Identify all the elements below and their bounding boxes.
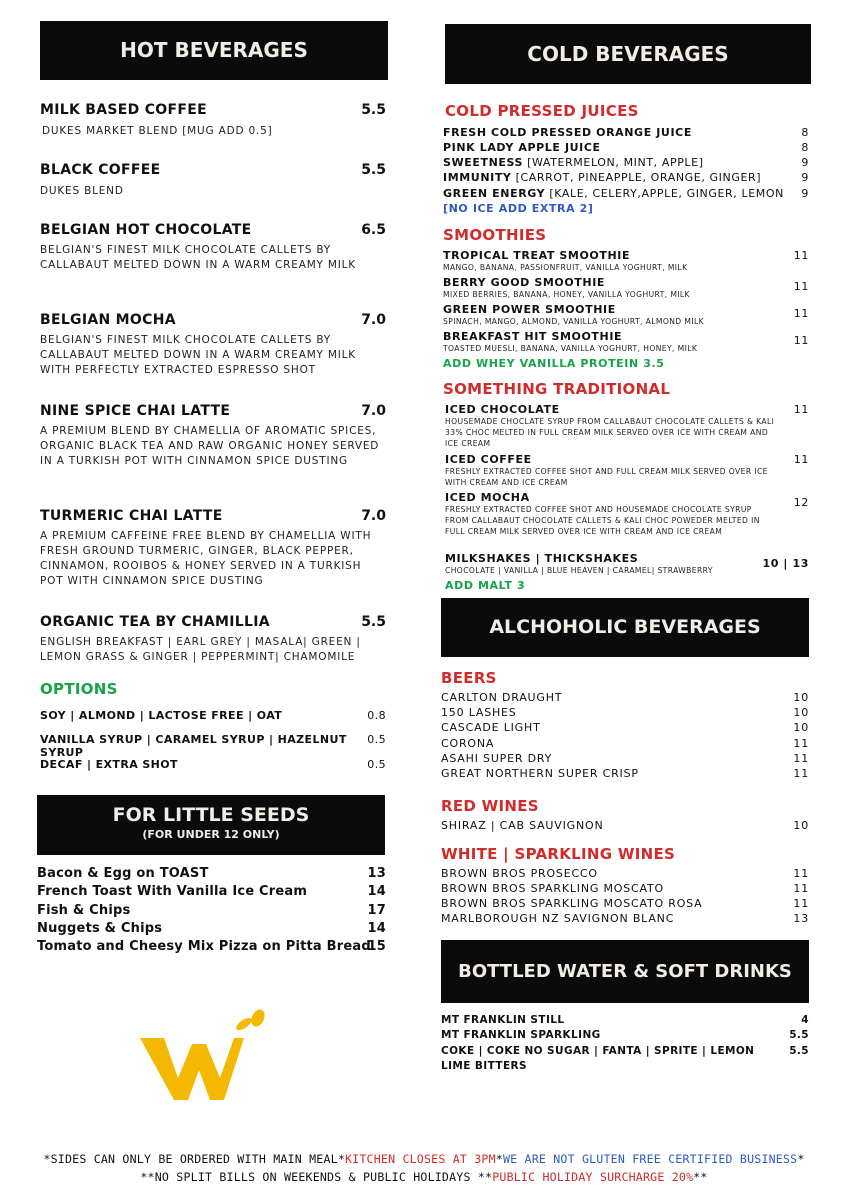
- juice-price: 9: [801, 156, 809, 169]
- smoothies-title: SMOOTHIES: [443, 226, 547, 244]
- beer-row: [441, 706, 809, 719]
- white-wine-price: 13: [793, 912, 809, 925]
- hot-item-desc: BELGIAN'S FINEST MILK CHOCOLATE CALLETS BY CALLABAUT MELTED DOWN IN A WARM CREAMY MILK: [40, 244, 356, 271]
- juice-price: 9: [801, 187, 809, 200]
- traditional-price: 12: [793, 496, 809, 509]
- hot-item: [40, 508, 388, 589]
- red-wine-row: [441, 819, 809, 832]
- white-wine-price: 11: [793, 882, 809, 895]
- soft-drink-price: 5.5: [789, 1029, 809, 1041]
- juice-row: [443, 126, 809, 139]
- footer-line-1: [0, 1152, 848, 1166]
- beer-price: 11: [793, 767, 809, 780]
- juice-price: 8: [801, 141, 809, 154]
- juice-row: [443, 141, 809, 154]
- juice-row: [443, 171, 809, 184]
- smoothie-desc: MANGO, BANANA, PASSIONFRUIT, VANILLA YOGHURT, MILK: [443, 263, 688, 272]
- footer-line-2: [0, 1170, 848, 1184]
- alcohol-title: ALCHOHOLIC BEVERAGES: [489, 616, 761, 638]
- hot-item: [40, 102, 388, 139]
- hot-item-desc: BELGIAN'S FINEST MILK CHOCOLATE CALLETS BY CALLABAUT MELTED DOWN IN A WARM CREAMY MILK WITH PERFECTLY EXTRACTED ESPRESSO SHOT: [40, 334, 356, 376]
- option-row: [40, 733, 386, 759]
- juice-row: [443, 156, 809, 169]
- juice-price: 9: [801, 171, 809, 184]
- juice-detail: [KALE, CELERY,APPLE, GINGER, LEMON: [545, 187, 784, 200]
- soft-drink-name: MT FRANKLIN STILL: [441, 1014, 565, 1026]
- smoothie-price: 11: [793, 307, 809, 320]
- beers-title: BEERS: [441, 669, 497, 687]
- hot-item-desc: A PREMIUM CAFFEINE FREE BLEND BY CHAMELLIA WITH FRESH GROUND TURMERIC, GINGER, BLACK PEPPER, CINNAMON, ROOIBOS & HONEY SERVED IN A TURKISH POT WITH CINNAMON SPICE DUSTING: [40, 530, 372, 587]
- kids-item-name: French Toast With Vanilla Ice Cream: [37, 884, 308, 899]
- beer-name: CASCADE LIGHT: [441, 721, 541, 734]
- w-leaf-logo-icon: [140, 1008, 270, 1103]
- hot-item-price: 5.5: [361, 162, 386, 178]
- beer-name: 150 LASHES: [441, 706, 517, 719]
- soft-drink-price: 4: [801, 1014, 809, 1026]
- option-price: 0.8: [367, 709, 386, 722]
- hot-item: [40, 222, 388, 273]
- smoothie-row: [443, 249, 809, 273]
- white-wine-price: 11: [793, 897, 809, 910]
- red-wines-title: RED WINES: [441, 797, 539, 815]
- option-name: SOY | ALMOND | LACTOSE FREE | OAT: [40, 709, 283, 722]
- juice-name: GREEN ENERGY: [443, 187, 546, 200]
- kids-item-name: Tomato and Cheesy Mix Pizza on Pitta Bread: [37, 939, 371, 954]
- hot-item-price: 5.5: [361, 102, 386, 118]
- traditional-price: 10 | 13: [762, 557, 809, 570]
- white-wine-row: [441, 912, 809, 925]
- hot-item-name: NINE SPICE CHAI LATTE: [40, 403, 231, 419]
- juices-title: COLD PRESSED JUICES: [445, 102, 639, 120]
- traditional-price: 11: [793, 403, 809, 416]
- hot-item: [40, 403, 388, 469]
- traditional-row: [445, 453, 809, 488]
- soft-drink-row: [441, 1044, 809, 1074]
- cold-beverages-banner: [445, 24, 811, 84]
- hot-item-name: BELGIAN MOCHA: [40, 312, 176, 328]
- kids-item: [37, 903, 386, 918]
- traditional-desc: FRESHLY EXTRACTED COFFEE SHOT AND HOUSEMADE CHOCOLATE SYRUP FROM CALLABAUT CHOCOLATE CALLETS & KALI CHOC POWEDER MELTED IN FULL CREAM MILK SERVED OVER ICE WITH CREAM AND ICE CREAM: [445, 505, 760, 536]
- beer-row: [441, 691, 809, 704]
- kids-item-price: 17: [367, 903, 386, 918]
- alcohol-banner: [441, 598, 809, 657]
- smoothie-row: [443, 276, 809, 300]
- kids-item: [37, 939, 386, 954]
- hot-item-price: 6.5: [361, 222, 386, 238]
- white-wines-title: WHITE | SPARKLING WINES: [441, 845, 676, 863]
- soft-drinks-title: BOTTLED WATER & SOFT DRINKS: [458, 961, 792, 982]
- beer-name: ASAHI SUPER DRY: [441, 752, 553, 765]
- hot-item-name: TURMERIC CHAI LATTE: [40, 508, 223, 524]
- traditional-row: [445, 552, 809, 576]
- footer-separator: **: [693, 1170, 708, 1184]
- footer-surcharge: PUBLIC HOLIDAY SURCHARGE 20%: [492, 1170, 694, 1184]
- hot-item-price: 7.0: [361, 312, 386, 328]
- kids-subtitle: (FOR UNDER 12 ONLY): [142, 828, 280, 841]
- traditional-row: [445, 403, 809, 449]
- option-price: 0.5: [367, 758, 386, 771]
- beer-price: 10: [793, 706, 809, 719]
- footer-separator: *: [797, 1152, 805, 1166]
- kids-item-name: Nuggets & Chips: [37, 921, 163, 936]
- footer-separator: *: [495, 1152, 503, 1166]
- kids-item: [37, 866, 386, 881]
- soft-drink-name: COKE | COKE NO SUGAR | FANTA | SPRITE | LEMON LIME BITTERS: [441, 1045, 755, 1072]
- footer-kitchen-closes: KITCHEN CLOSES AT 3PM: [345, 1152, 496, 1166]
- hot-item: [40, 312, 388, 378]
- beer-row: [441, 721, 809, 734]
- traditional-name: ICED CHOCOLATE: [445, 403, 560, 416]
- smoothie-desc: MIXED BERRIES, BANANA, HONEY, VANILLA YOGHURT, MILK: [443, 290, 690, 299]
- beer-name: CORONA: [441, 737, 495, 750]
- juice-name: SWEETNESS: [443, 156, 524, 169]
- traditional-desc: CHOCOLATE | VANILLA | BLUE HEAVEN | CARAMEL| STRAWBERRY: [445, 566, 713, 575]
- hot-item-name: MILK BASED COFFEE: [40, 102, 207, 118]
- beer-row: [441, 737, 809, 750]
- white-wine-row: [441, 882, 809, 895]
- soft-drink-row: [441, 1014, 809, 1026]
- soft-drink-name: MT FRANKLIN SPARKLING: [441, 1029, 601, 1041]
- footer-split-bills-note: **NO SPLIT BILLS ON WEEKENDS & PUBLIC HOLIDAYS **: [140, 1170, 493, 1184]
- kids-item-name: Fish & Chips: [37, 903, 131, 918]
- beer-row: [441, 767, 809, 780]
- juice-detail: [WATERMELON, MINT, APPLE]: [523, 156, 704, 169]
- hot-item-name: BELGIAN HOT CHOCOLATE: [40, 222, 252, 238]
- hot-item-desc: A PREMIUM BLEND BY CHAMELLIA OF AROMATIC SPICES, ORGANIC BLACK TEA AND RAW ORGANIC HONEY SERVED IN A TURKISH POT WITH CINNAMON SPICE DUSTING: [40, 425, 380, 467]
- juice-detail: [CARROT, PINEAPPLE, ORANGE, GINGER]: [511, 171, 762, 184]
- logo-leaf-1: [234, 1016, 253, 1033]
- kids-item-price: 14: [367, 884, 386, 899]
- juice-name: IMMUNITY: [443, 171, 512, 184]
- beer-price: 10: [793, 721, 809, 734]
- white-wine-row: [441, 897, 809, 910]
- juice-name: PINK LADY APPLE JUICE: [443, 141, 601, 154]
- traditional-desc: HOUSEMADE CHOCLATE SYRUP FROM CALLABAUT CHOCOLATE CALLETS & KALI 33% CHOC MELTED IN FULL CREAM MILK SERVED OVER ICE WITH CREAM AND ICE CREAM: [445, 417, 775, 448]
- option-price: 0.5: [367, 733, 386, 746]
- juice-row: [443, 187, 809, 200]
- white-wine-name: BROWN BROS SPARKLING MOSCATO ROSA: [441, 897, 703, 910]
- hot-item-price: 7.0: [361, 508, 386, 524]
- white-wine-name: BROWN BROS SPARKLING MOSCATO: [441, 882, 664, 895]
- traditional-price: 11: [793, 453, 809, 466]
- hot-beverages-banner: [40, 21, 388, 80]
- white-wine-row: [441, 867, 809, 880]
- soft-drink-row: [441, 1029, 809, 1041]
- red-wine-price: 10: [793, 819, 809, 832]
- white-wine-name: BROWN BROS PROSECCO: [441, 867, 598, 880]
- cold-beverages-title: COLD BEVERAGES: [527, 42, 729, 66]
- kids-item: [37, 884, 386, 899]
- juice-price: 8: [801, 126, 809, 139]
- red-wine-name: SHIRAZ | CAB SAUVIGNON: [441, 819, 604, 832]
- white-wine-name: MARLBOROUGH NZ SAVIGNON BLANC: [441, 912, 675, 925]
- smoothie-name: BREAKFAST HIT SMOOTHIE: [443, 330, 623, 343]
- logo-w-shape: [140, 1038, 244, 1100]
- smoothie-price: 11: [793, 249, 809, 262]
- option-name: VANILLA SYRUP | CARAMEL SYRUP | HAZELNUT SYRUP: [40, 733, 347, 759]
- footer-gluten-note: WE ARE NOT GLUTEN FREE CERTIFIED BUSINESS: [502, 1152, 798, 1166]
- beer-row: [441, 752, 809, 765]
- traditional-row: [445, 491, 809, 537]
- hot-item: [40, 614, 388, 665]
- smoothie-name: GREEN POWER SMOOTHIE: [443, 303, 616, 316]
- options-title: OPTIONS: [40, 680, 118, 698]
- soft-drink-price: 5.5: [789, 1045, 809, 1057]
- kids-title: FOR LITTLE SEEDS: [112, 804, 310, 826]
- traditional-title: SOMETHING TRADITIONAL: [443, 380, 671, 398]
- hot-item-price: 5.5: [361, 614, 386, 630]
- beer-price: 11: [793, 752, 809, 765]
- smoothie-price: 11: [793, 334, 809, 347]
- hot-item-name: ORGANIC TEA BY CHAMILLIA: [40, 614, 270, 630]
- beer-price: 10: [793, 691, 809, 704]
- kids-item-name: Bacon & Egg on TOAST: [37, 866, 209, 881]
- smoothie-name: TROPICAL TREAT SMOOTHIE: [443, 249, 631, 262]
- soft-drinks-banner: [441, 940, 809, 1003]
- beer-price: 11: [793, 737, 809, 750]
- protein-note: ADD WHEY VANILLA PROTEIN 3.5: [443, 357, 665, 370]
- kids-item-price: 15: [367, 939, 386, 954]
- beer-name: GREAT NORTHERN SUPER CRISP: [441, 767, 639, 780]
- option-row: [40, 709, 386, 722]
- juice-note: [NO ICE ADD EXTRA 2]: [443, 202, 594, 215]
- smoothie-price: 11: [793, 280, 809, 293]
- juice-name: FRESH COLD PRESSED ORANGE JUICE: [443, 126, 692, 139]
- hot-beverages-title: HOT BEVERAGES: [120, 38, 308, 62]
- hot-item: [40, 162, 388, 199]
- hot-item-desc: DUKES BLEND: [40, 185, 124, 197]
- smoothie-row: [443, 330, 809, 354]
- smoothie-row: [443, 303, 809, 327]
- smoothie-desc: SPINACH, MANGO, ALMOND, VANILLA YOGHURT, ALMOND MILK: [443, 317, 704, 326]
- hot-item-price: 7.0: [361, 403, 386, 419]
- white-wine-price: 11: [793, 867, 809, 880]
- kids-item-price: 13: [367, 866, 386, 881]
- traditional-desc: FRESHLY EXTRACTED COFFEE SHOT AND FULL CREAM MILK SERVED OVER ICE WITH CREAM AND ICE CREAM: [445, 467, 768, 487]
- kids-banner: [37, 795, 385, 855]
- kids-item-price: 14: [367, 921, 386, 936]
- logo-leaf-2: [249, 1008, 267, 1029]
- malt-note: ADD MALT 3: [445, 579, 526, 592]
- hot-item-desc: ENGLISH BREAKFAST | EARL GREY | MASALA| GREEN | LEMON GRASS & GINGER | PEPPERMINT| CHAMOMILE: [40, 636, 361, 663]
- traditional-name: MILKSHAKES | THICKSHAKES: [445, 552, 639, 565]
- smoothie-name: BERRY GOOD SMOOTHIE: [443, 276, 606, 289]
- hot-item-desc: DUKES MARKET BLEND [MUG ADD 0.5]: [42, 125, 273, 137]
- option-name: DECAF | EXTRA SHOT: [40, 758, 178, 771]
- footer-sides-note: *SIDES CAN ONLY BE ORDERED WITH MAIN MEAL*: [43, 1152, 345, 1166]
- traditional-name: ICED COFFEE: [445, 453, 532, 466]
- kids-item: [37, 921, 386, 936]
- smoothie-desc: TOASTED MUESLI, BANANA, VANILLA YOGHURT, HONEY, MILK: [443, 344, 698, 353]
- option-row: [40, 758, 386, 771]
- hot-item-name: BLACK COFFEE: [40, 162, 161, 178]
- beer-name: CARLTON DRAUGHT: [441, 691, 563, 704]
- traditional-name: ICED MOCHA: [445, 491, 530, 504]
